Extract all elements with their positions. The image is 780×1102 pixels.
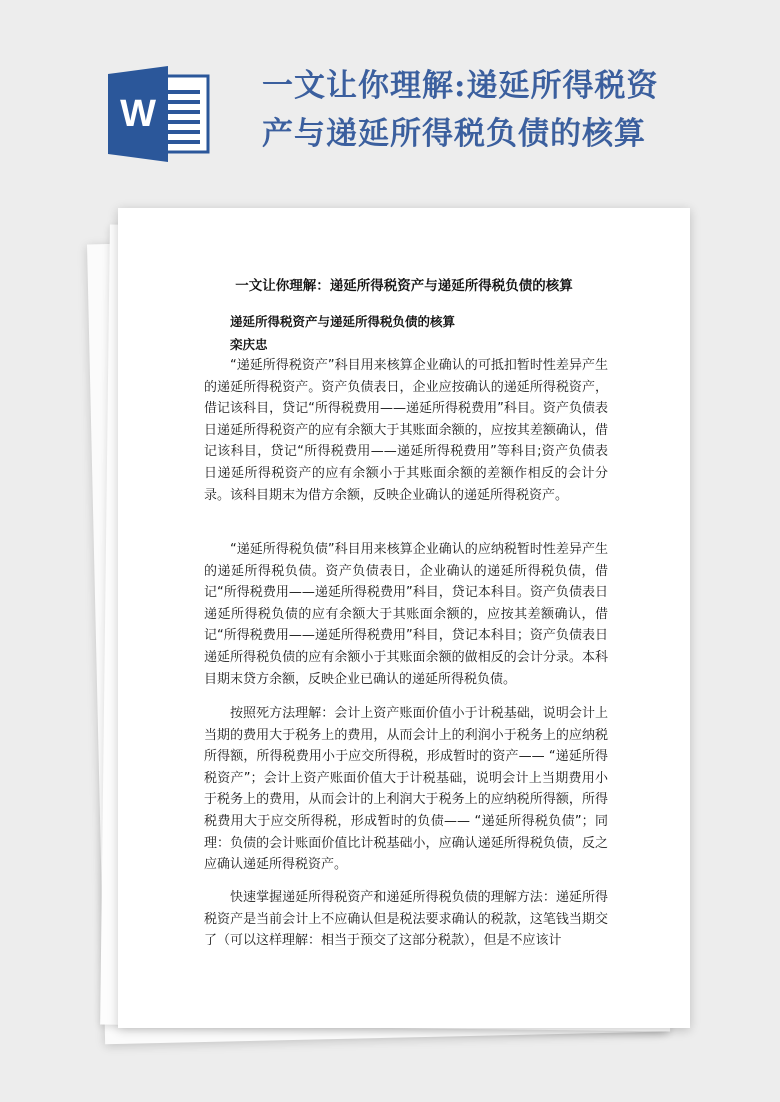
- paragraph: 按照死方法理解：会计上资产账面价值小于计税基础，说明会计上当期的费用大于税务上的费用，从而会计上的利润小于税务上的应纳税所得额，所得税费用小于应交所得税，形成暂时的资产—— “递延所得税资产”；会计上资产账面价值大于计税基础，说明会计上当期费用小于税务上的费用，从而会计的上利润大于税务上的应纳税所得额，所得税费用大于应交所得税，形成暂时的负债—— “递延所得税负债”；同理：负债的会计账面价值比计税基础小，应确认递延所得税负债，反之应确认递延所得税资产。: [204, 706, 608, 873]
- document-author: 栾庆忠: [230, 337, 268, 352]
- document-page: [118, 208, 690, 1028]
- banner-title: 一文让你理解:递延所得税资产与递延所得税负债的核算: [262, 68, 659, 152]
- paragraph: “递延所得税负债”科目用来核算企业确认的应纳税暂时性差异产生的递延所得税负债。资产负债表日，企业确认的递延所得税负债，借记“所得税费用——递延所得税费用”科目，贷记本科目。资产负债表日递延所得税负债的应有余额大于其账面余额的，应按其差额确认，借记“所得税费用——递延所得税费用”科目，贷记本科目；资产负债表日递延所得税负债的应有余额小于其账面余额的做相反的会计分录。本科目期末贷方余额，反映企业已确认的递延所得税负债。: [204, 542, 608, 687]
- paragraph: “递延所得税资产”科目用来核算企业确认的可抵扣暂时性差异产生的递延所得税资产。资产负债表日，企业应按确认的递延所得税资产，借记该科目，贷记“所得税费用——递延所得税费用”科目。资产负债表日递延所得税资产的应有余额大于其账面余额的，应按其差额确认，借记该科目，贷记“所得税费用——递延所得税费用”等科目;资产负债表日递延所得税资产的应有余额小于其账面余额的差额作相反的会计分录。该科目期末为借方余额，反映企业确认的递延所得税资产。: [204, 358, 608, 503]
- document-heading: 一文让你理解：递延所得税资产与递延所得税负债的核算: [235, 278, 573, 294]
- document-subtitle: 递延所得税资产与递延所得税负债的核算: [230, 314, 456, 329]
- paragraph: 快速掌握递延所得税资产和递延所得税负债的理解方法：递延所得税资产是当前会计上不应确认但是税法要求确认的税款，这笔钱当期交了（可以这样理解：相当于预交了这部分税款），但是不应该计: [204, 890, 608, 949]
- svg-text:W: W: [120, 93, 156, 135]
- word-icon: [108, 66, 210, 162]
